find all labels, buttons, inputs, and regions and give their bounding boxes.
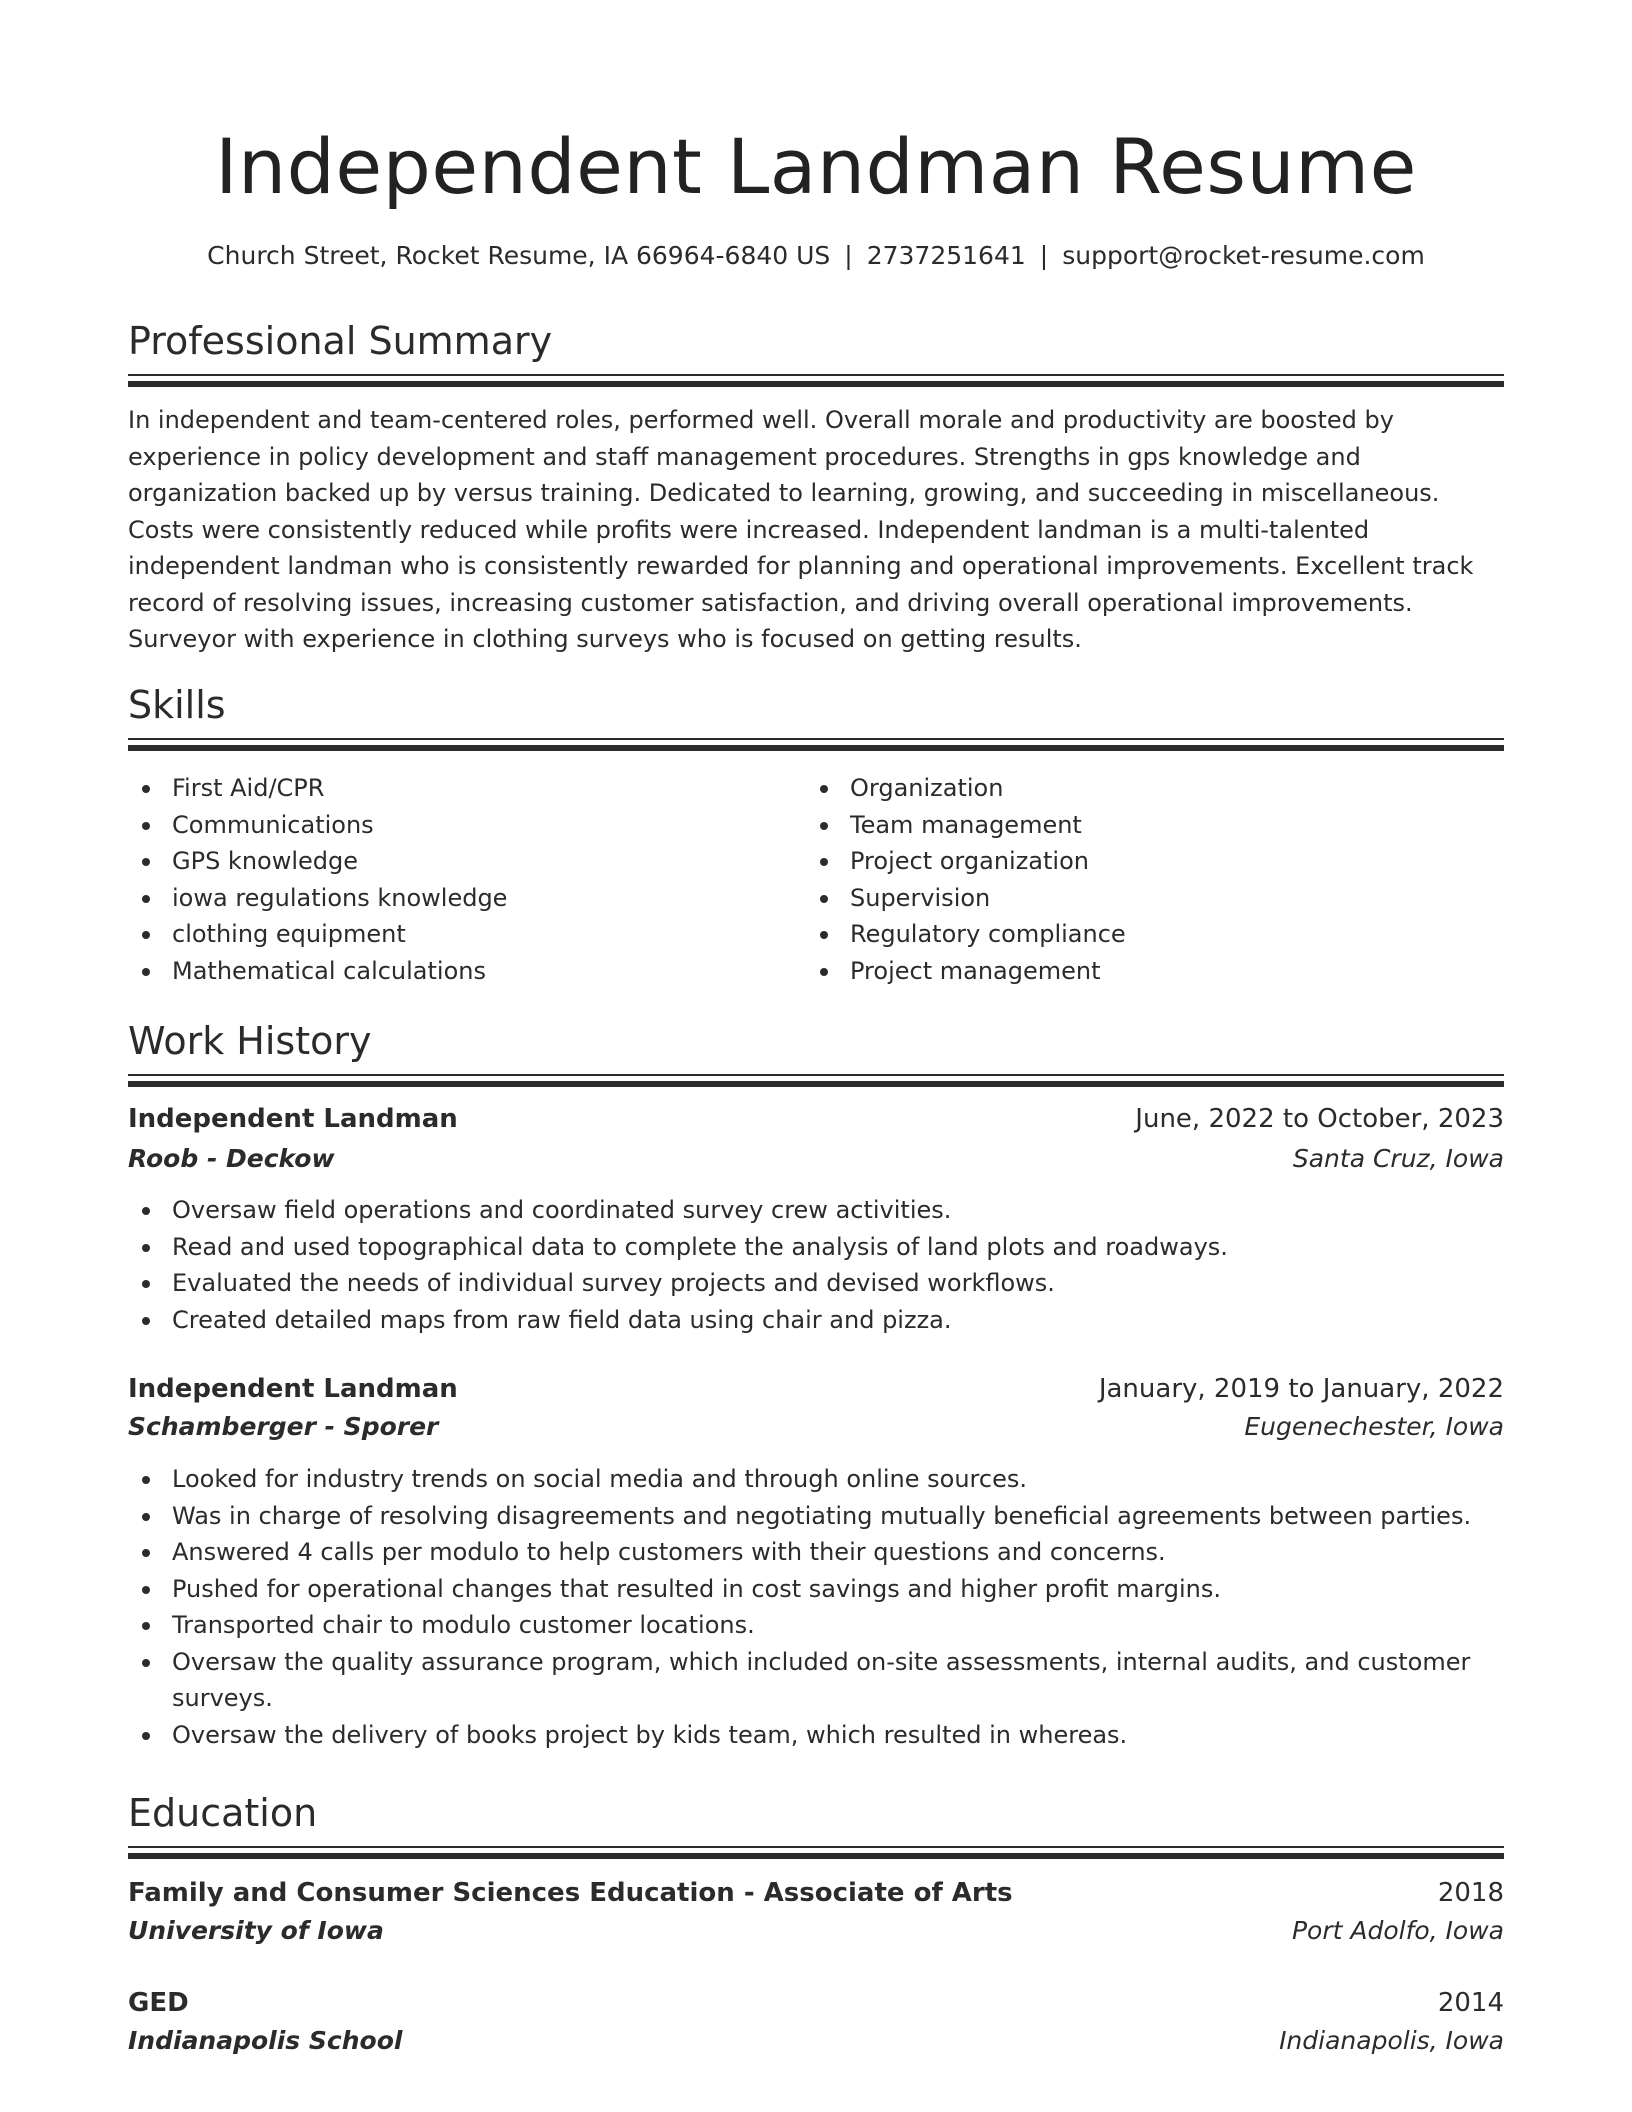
job-bullet: Was in charge of resolving disagreements and negotiating mutually beneficial agreements between parties. [128, 1498, 1504, 1535]
education-header [128, 1984, 1504, 2022]
job-bullet: Created detailed maps from raw field data using chair and pizza. [128, 1302, 1504, 1339]
job-bullet: Oversaw field operations and coordinated survey crew activities. [128, 1192, 1504, 1229]
job-bullet: Transported chair to modulo customer locations. [128, 1607, 1504, 1644]
education-heading: Education [128, 1791, 318, 1835]
skills-heading: Skills [128, 683, 226, 727]
education-subheader [128, 2022, 1504, 2060]
skill-item: iowa regulations knowledge [128, 880, 808, 917]
skill-item: clothing equipment [128, 916, 808, 953]
education-divider [128, 1846, 1504, 1860]
education-section-heading [128, 1788, 1504, 1838]
education-school: Indianapolis School [128, 2026, 403, 2055]
job-bullet: Oversaw the delivery of books project by kids team, which resulted in whereas. [128, 1717, 1504, 1754]
job-subheader [128, 1140, 1504, 1178]
job-bullet: Read and used topographical data to complete the analysis of land plots and roadways. [128, 1229, 1504, 1266]
job-subheader [128, 1408, 1504, 1446]
contact-phone: 2737251641 [866, 241, 1026, 270]
skill-item: Organization [806, 770, 1486, 807]
job-company: Schamberger - Sporer [128, 1412, 439, 1441]
job-bullet: Looked for industry trends on social media and through online sources. [128, 1461, 1504, 1498]
skill-item: Supervision [806, 880, 1486, 917]
summary-text: In independent and team-centered roles, performed well. Overall morale and productivity are boosted by experience in policy development and staff management procedures. Strengths in gps knowledge and organization backed up by versus training. Dedicated to learning, growing, and succeeding in miscellaneous. Costs were consistently reduced while profits were increased. Independent landman is a multi-talented independent landman who is consistently rewarded for planning and operational improvements. Excellent track record of resolving issues, increasing customer satisfaction, and driving overall operational improvements. Surveyor with experience in clothing surveys who is focused on getting results. [128, 406, 1474, 653]
job-location: Santa Cruz, Iowa [1292, 1144, 1504, 1173]
skills-divider [128, 738, 1504, 752]
work-heading: Work History [128, 1019, 372, 1063]
skill-item: Communications [128, 807, 808, 844]
work-divider [128, 1074, 1504, 1088]
job-company: Roob - Deckow [128, 1144, 335, 1173]
education-subheader [128, 1912, 1504, 1950]
job-title: Independent Landman [128, 1104, 458, 1134]
summary-heading: Professional Summary [128, 319, 553, 363]
contact-line [128, 238, 1504, 274]
education-degree: Family and Consumer Sciences Education - Associate of Arts [128, 1878, 1013, 1908]
job-header [128, 1370, 1504, 1408]
skill-item: First Aid/CPR [128, 770, 808, 807]
education-degree: GED [128, 1988, 189, 2018]
job-bullet: Evaluated the needs of individual survey projects and devised workflows. [128, 1265, 1504, 1302]
skill-item: Team management [806, 807, 1486, 844]
work-section-heading [128, 1016, 1504, 1066]
skills-list-left [128, 770, 808, 989]
skill-item: Mathematical calculations [128, 953, 808, 990]
skill-item: Regulatory compliance [806, 916, 1486, 953]
job-bullet: Oversaw the quality assurance program, which included on-site assessments, internal audits, and customer surveys. [128, 1644, 1504, 1717]
summary-divider [128, 374, 1504, 388]
skills-section-heading [128, 680, 1504, 730]
skill-item: Project management [806, 953, 1486, 990]
education-school: University of Iowa [128, 1916, 384, 1945]
education-year: 2014 [1437, 1988, 1504, 2018]
job-bullets [128, 1192, 1504, 1338]
skills-list-right [806, 770, 1486, 989]
job-bullet: Pushed for operational changes that resulted in cost savings and higher profit margins. [128, 1571, 1504, 1608]
resume-title: Independent Landman Resume [215, 122, 1417, 211]
contact-email: support@rocket-resume.com [1062, 241, 1425, 270]
education-location: Indianapolis, Iowa [1279, 2026, 1504, 2055]
job-dates: June, 2022 to October, 2023 [1135, 1104, 1504, 1134]
job-location: Eugenechester, Iowa [1244, 1412, 1504, 1441]
education-year: 2018 [1437, 1878, 1504, 1908]
contact-separator: | [1039, 241, 1049, 270]
contact-address: Church Street, Rocket Resume, IA 66964-6840 US [207, 241, 831, 270]
contact-separator: | [844, 241, 853, 270]
skill-item: GPS knowledge [128, 843, 808, 880]
education-location: Port Adolfo, Iowa [1291, 1916, 1504, 1945]
education-header [128, 1874, 1504, 1912]
summary-section-heading [128, 316, 1504, 366]
skill-item: Project organization [806, 843, 1486, 880]
job-header [128, 1100, 1504, 1138]
job-dates: January, 2019 to January, 2022 [1098, 1374, 1504, 1404]
job-bullet: Answered 4 calls per modulo to help customers with their questions and concerns. [128, 1534, 1504, 1571]
job-title: Independent Landman [128, 1374, 458, 1404]
job-bullets [128, 1461, 1504, 1753]
